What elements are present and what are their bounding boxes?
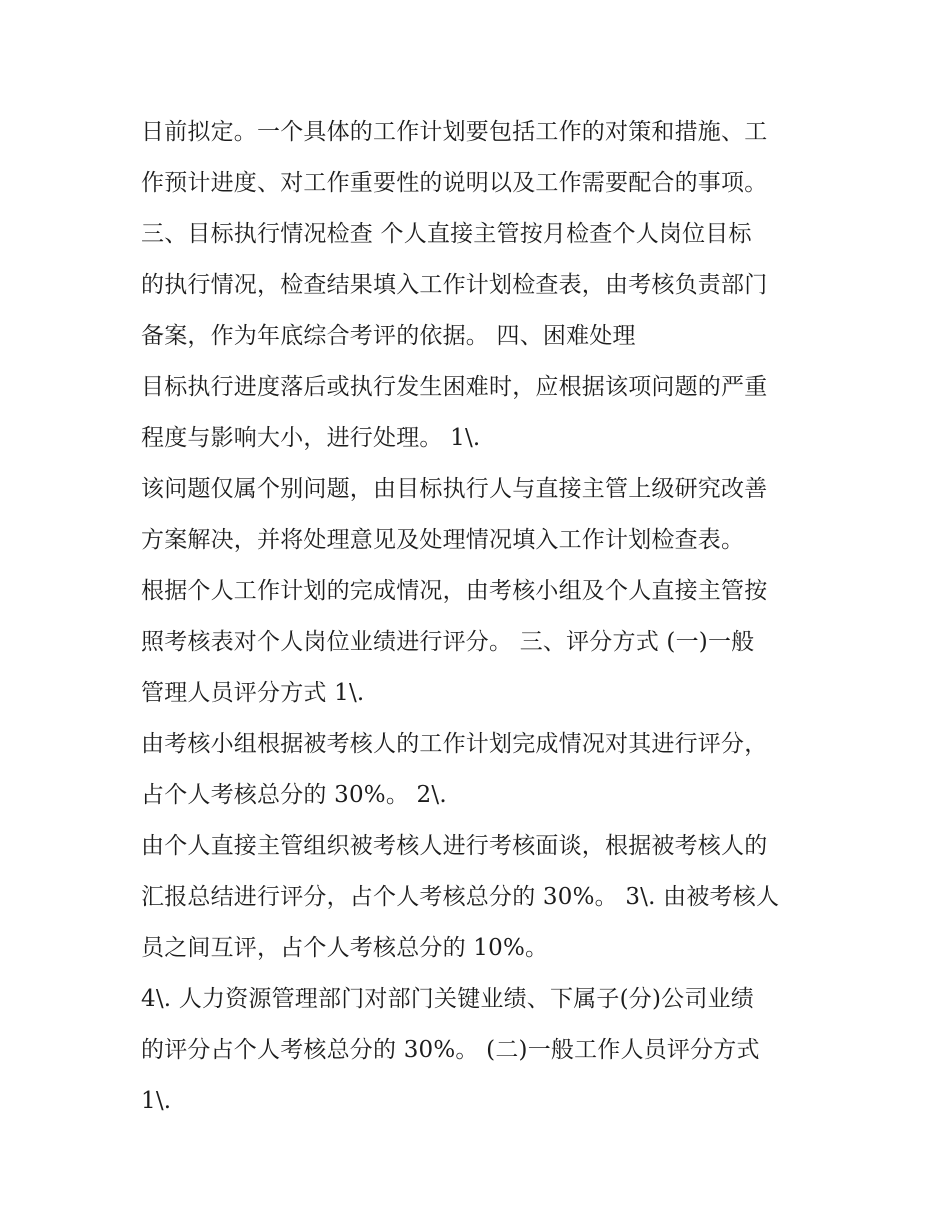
- text-line-5: 备案，作为年底综合考评的依据。 四、困难处理: [141, 323, 636, 349]
- text-line-20: 1\.: [141, 1088, 172, 1114]
- text-line-10: 根据个人工作计划的完成情况，由考核小组及个人直接主管按: [141, 578, 768, 604]
- text-line-7: 程度与影响大小，进行处理。 1\.: [141, 425, 481, 451]
- body-text: [141, 107, 821, 1127]
- text-line-1: 日前拟定。一个具体的工作计划要包括工作的对策和措施、工: [141, 119, 768, 145]
- text-line-16: 汇报总结进行评分，占个人考核总分的 30%。 3\. 由被考核人: [141, 884, 780, 910]
- text-line-4: 的执行情况，检查结果填入工作计划检查表，由考核负责部门: [141, 272, 768, 298]
- text-line-11: 照考核表对个人岗位业绩进行评分。 三、评分方式 (一)一般: [141, 629, 755, 655]
- text-line-14: 占个人考核总分的 30%。 2\.: [141, 782, 447, 808]
- text-line-13: 由考核小组根据被考核人的工作计划完成情况对其进行评分，: [141, 731, 768, 757]
- text-line-6: 目标执行进度落后或执行发生困难时，应根据该项问题的严重: [141, 374, 768, 400]
- text-line-18: 4\. 人力资源管理部门对部门关键业绩、下属子(分)公司业绩: [141, 986, 754, 1012]
- text-line-8: 该问题仅属个别问题，由目标执行人与直接主管上级研究改善: [141, 476, 768, 502]
- text-line-17: 员之间互评，占个人考核总分的 10%。: [141, 935, 549, 961]
- text-line-12: 管理人员评分方式 1\.: [141, 680, 365, 706]
- text-line-9: 方案解决，并将处理意见及处理情况填入工作计划检查表。: [141, 527, 745, 553]
- text-line-2: 作预计进度、对工作重要性的说明以及工作需要配合的事项。: [141, 170, 768, 196]
- text-line-19: 的评分占个人考核总分的 30%。 (二)一般工作人员评分方式: [141, 1037, 760, 1063]
- text-line-3: 三、目标执行情况检查 个人直接主管按月检查个人岗位目标: [141, 221, 752, 247]
- text-line-15: 由个人直接主管组织被考核人进行考核面谈，根据被考核人的: [141, 833, 768, 859]
